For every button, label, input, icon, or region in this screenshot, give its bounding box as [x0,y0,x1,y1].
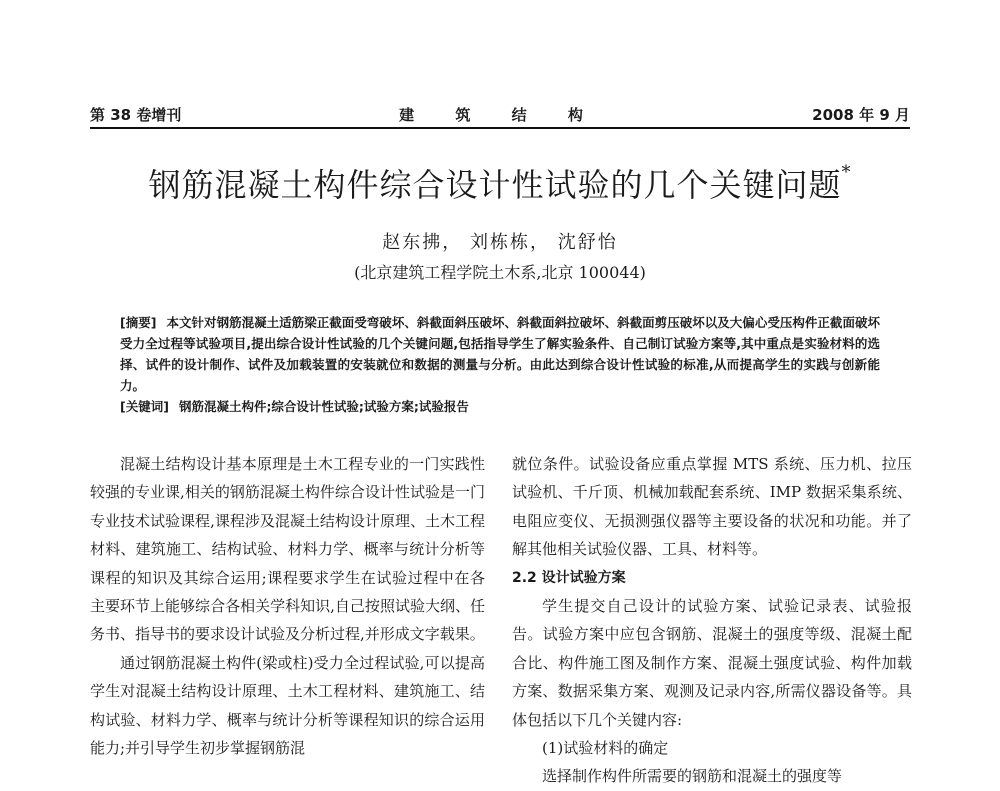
body-paragraph: 选择制作构件所需要的钢筋和混凝土的强度等 [542,767,843,786]
running-header [90,100,910,126]
affiliation: (北京建筑工程学院土木系,北京 100044) [354,263,646,282]
issue-date: 2008 年 9 月 [812,106,910,124]
list-item-heading: (1)试验材料的确定 [542,739,669,758]
abstract-text: 本文针对钢筋混凝土适筋梁正截面受弯破坏、斜截面斜压破坏、斜截面斜拉破坏、斜截面剪压破坏以及大偏心受压构件正截面破坏受力全过程等试验项目,提出综合设计性试验的几个关键问题,包括指导学生了解实验条件、自己制订试验方案等,其中重点是实验材料的选择、试件的设计制作、试件及加载装置的安装就位和数据的测量与分析。由此达到综合设计性试验的标准,从而提高学生的实践与创新能力。 [120,315,880,393]
title-footnote-mark: * [841,162,852,183]
author-list: 赵东拂， 刘栋栋， 沈舒怡 [382,232,618,253]
journal-name: 建 筑 结 构 [399,106,601,124]
body-column-left [90,450,485,762]
section-heading: 2.2 设计试验方案 [512,569,626,586]
abstract-label: [摘要] [120,315,157,330]
body-column-right [512,450,912,791]
body-paragraph: 学生提交自己设计的试验方案、试验记录表、试验报告。试验方案中应包含钢筋、混凝土的强度等级、混凝土配合比、构件施工图及制作方案、混凝土强度试验、构件加载方案、数据采集方案、观测及记录内容,所需仪器设备等。具体包括以下几个关键内容: [512,597,912,729]
body-paragraph: 混凝土结构设计基本原理是土木工程专业的一门实践性较强的专业课,相关的钢筋混凝土构件综合设计性试验是一门专业技术试验课程,课程涉及混凝土结构设计原理、土木工程材料、建筑施工、结构试验、材料力学、概率与统计分析等课程的知识及其综合运用;课程要求学生在试验过程中在各主要环节上能够综合各相关学科知识,自己按照试验大纲、任务书、指导书的要求设计试验及分析过程,并形成文字载果。 [90,455,485,644]
keywords-paragraph [120,396,880,417]
keywords-text: 钢筋混凝土构件;综合设计性试验;试验方案;试验报告 [178,399,469,414]
title-text: 钢筋混凝土构件综合设计性试验的几个关键问题 [148,166,842,204]
keywords-label: [关键词] [120,399,169,414]
header-rule [90,127,910,129]
body-paragraph: 就位条件。试验设备应重点掌握 MTS 系统、压力机、拉压试验机、千斤顶、机械加载配套系统、IMP 数据采集系统、电阻应变仪、无损测强仪器等主要设备的状况和功能。并了解其他相关试验仪器、工具、材料等。 [512,455,912,559]
paper-title [90,160,910,206]
abstract-block [120,312,880,417]
volume-label: 第 38 卷增刊 [90,106,182,124]
body-paragraph: 通过钢筋混凝土构件(梁或柱)受力全过程试验,可以提高学生对混凝土结构设计原理、土木工程材料、建筑施工、结构试验、材料力学、概率与统计分析等课程知识的综合运用能力;并引导学生初步掌握钢筋混 [90,653,485,758]
abstract-paragraph [120,312,880,396]
